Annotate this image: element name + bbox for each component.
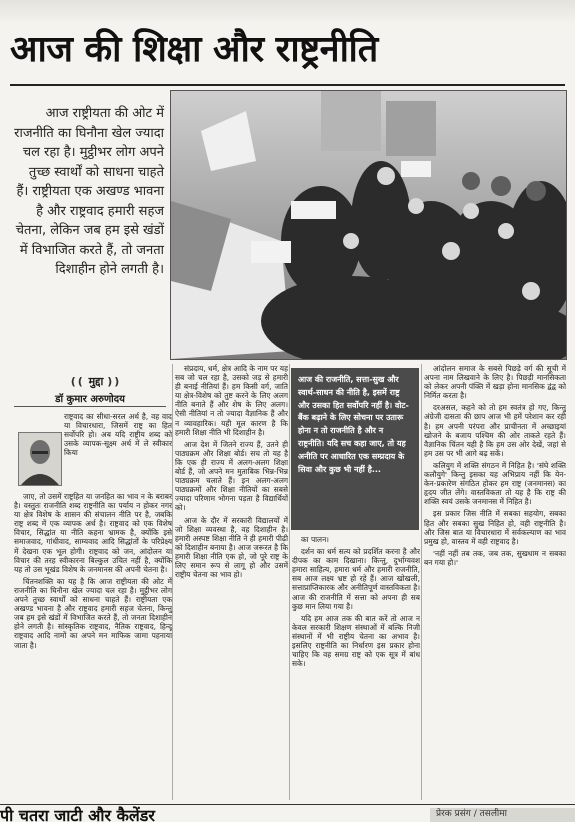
pull-quote: आज राष्ट्रीयता की ओट में राजनीति का घिनौना खेल ज्यादा चल रहा है। मुट्ठीभर लोग अपने तुच्छ स्वार्थों को साधना चाहते हैं। राष्ट्रीयता एक अखण्ड भावना है और राष्ट्रवाद हमारी सहज चेतना, लेकिन जब हम इसे खंडों में विभाजित करते हैं, तो जनता दिशाहीन होने लगती है। <box>14 106 164 277</box>
article-column-3 <box>292 535 420 800</box>
section-label-deco-right: )) <box>107 375 122 388</box>
paragraph: आज देश में जितने राज्य हैं, उतने ही पाठ्यक्रम और शिक्षा बोर्ड। सच तो यह है कि एक ही राज्य में अलग-अलग शिक्षा बोर्ड हैं, जो अपने मन मुताबिक भिन्न-भिन्न पाठ्यक्रम चलाते हैं। इन अलग-अलग पाठ्यक्रमों और शिक्षा नीतियों का सबसे ज्यादा परिणाम भोगना पड़ता है विद्यार्थियों को। <box>175 439 288 513</box>
protest-photo-graphic <box>171 91 566 359</box>
footer-rule <box>0 804 575 805</box>
author-portrait-graphic <box>19 433 61 485</box>
paragraph: कलियुग में शक्ति संगठन में निहित है। 'संघे शक्ति कलौयुगे' किन्तु इसका यह अभिप्राय नहीं कि येन-केन-प्रकारेण संगठित होकर हम राष्ट्र (जनमानस) का हृदय जीत लेंगे। वास्तविकता तो यह है कि राष्ट्र की शक्ति स्वयं उसके जनमानस में निहित है। <box>424 460 566 507</box>
column-divider <box>421 364 422 800</box>
section-label-text: मुद्दा <box>88 375 104 388</box>
headline-rule <box>10 84 565 86</box>
column-divider <box>289 364 290 800</box>
paragraph: आज के दौर में सरकारी विद्यालयों में जो शिक्षा व्यवस्था है, वह दिशाहीन है। हमारी अस्पष्ट शिक्षा नीति ने ही हमारी पीढ़ी को दिशाहीन बनाया है। आज जरूरत है कि हमारी शिक्षा नीति एक हो, जो पूरे राष्ट्र के लिए समान रूप से लागू हो और उसमें राष्ट्रीय चेतना का भाव हो। <box>175 515 288 580</box>
paragraph: 'नहीं नहीं तब तक, जब तक, सुखधाम न सबका बन गया हो।' <box>424 548 566 567</box>
paragraph: जाए, तो उसमें राष्ट्रहित या जनहित का भाव न के बराबर है। वस्तुतः राजनीति शब्द राष्ट्रनीति का पर्याय न होकर नगर या क्षेत्र विशेष के शासन की संचालन नीति पर है, जबकि राष्ट्र शब्द में एक व्यापक अर्थ है। राष्ट्रवाद को एक विशेष विचार, सिद्धांत या नीति कहना भ्रामक है, क्योंकि इसे समाजवाद, गांधीवाद, साम्यवाद आदि सिद्धांतों के परिप्रेक्ष्य में देखना एक भूल होगी। राष्ट्रवाद को जन, आंदोलन या विचार की तरह स्वीकारना बिल्कुल उचित नहीं है, क्योंकि यह तो उस भूखंड विशेष के जनमानस की अपनी चेतना है। <box>14 492 172 574</box>
paragraph: इस प्रकार जिस नीति में सबका सहयोग, सबका हित और सबका सुख निहित हो, वही राष्ट्रनीति है। और जिस बात या विचारधारा में सर्वकल्याण का भाव प्रमुख हो, वास्तव में वही राष्ट्रवाद है। <box>424 509 566 546</box>
paragraph: दर्शन का धर्म सत्य को प्रदर्शित करना है और दीपक का काम दिखाना। किन्तु, दुर्भाग्यवश हमारा साहित्य, हमारा धर्म और हमारी राजनीति, सब आज लक्ष्य भ्रष्ट हो रहे हैं। आज खोखली, सत्ताप्राप्तिकारक और अनीतिपूर्ण वास्तविकता है। आज की राजनीति में सत्ता को अपना ही सब कुछ मान लिया गया है। <box>292 547 420 611</box>
byline-rule <box>14 406 166 407</box>
highlight-quote-box: आज की राजनीति, सत्ता-सुख और स्वार्थ-साधन की नीति है, इसमें राष्ट्र और उसका हित सर्वोपरि नहीं है। वोट-बैंक बढ़ाने के लिए सोचना पर उतारू होना न तो राजनीति है और न राष्ट्रनीति। यदि सच कहा जाए, तो यह अनीति पर आधारित एक सम्प्रदाय के सिवा और कुछ भी नहीं है... <box>291 368 419 530</box>
section-label-deco-left: (( <box>70 375 85 388</box>
paragraph: संप्रदाय, धर्म, क्षेत्र आदि के नाम पर यह सब जो चल रहा है, उसको जड़ से हमारी ही बनाई नीतियां हैं। हम किसी वर्ग, जाति या क्षेत्र-विशेष को तुष्ट करने के लिए अलग नीति बनाते हैं और शेष के लिए अलग। ऐसी नीतियां न तो ज्यादा वैज्ञानिक हैं और न व्यावहारिक। यही मूल कारण है कि हमारी शिक्षा नीति भी दिशाहीन है। <box>175 364 288 437</box>
next-article-headline: पी चतरा जाटी और कैलेंडर <box>0 806 155 822</box>
article-column-4 <box>424 364 566 800</box>
paragraph: चिंतनशक्ति का यह है कि आज राष्ट्रीयता की ओट में राजनीति का घिनौना खेल ज्यादा चल रहा है। मुट्ठीभर लोग अपने तुच्छ स्वार्थों को साधना चाहते हैं। राष्ट्रीयता एक अखण्ड भावना है और राष्ट्रवाद हमारी सहज चेतना, किन्तु जब हम इसे खंडों में विभाजित करते हैं, तो जनता दिशाहीन होने लगती है। सांस्कृतिक राष्ट्रवाद, नैतिक राष्ट्रवाद, हिन्दू राष्ट्रवाद आदि नामों का अपने मन माफिक जामा पहनाया जाता है। <box>14 576 172 650</box>
page-headline: आज की शिक्षा और राष्ट्रनीति <box>10 29 378 70</box>
author-byline: डॉ कुमार अरुणोदय <box>55 394 125 405</box>
paragraph: का पालन। <box>301 535 329 544</box>
article-column-1-body <box>14 492 172 653</box>
section-label <box>46 374 146 389</box>
protest-photo <box>170 90 567 360</box>
author-photo <box>18 432 62 486</box>
paragraph: आंदोलन समाज के सबसे पिछड़े वर्ग की सूची में अपना नाम लिखवाने के लिए है। पिछड़ी मानसिकता को लेकर अपनी पंक्ति में खड़ा होना मानसिक द्वंद्व को निर्मित करता है। <box>424 364 566 401</box>
paragraph: दरअसल, कहने को तो हम स्वतंत्र हो गए, किन्तु अंग्रेजी दासता की छाप आज भी हमें परेशान कर रही है। हम अपनी परंपरा और प्राचीनता में अच्छाइयां खोजने के बजाय पश्चिम की ओर ताकते रहते हैं। वैज्ञानिक चिंतन यही है कि हम उस ओर देखें, जहां से हम उस पर भी आगे बढ़ सकें। <box>424 403 566 458</box>
article-intro: राष्ट्रवाद का सीधा-सरल अर्थ है, वह वाद या विचारधारा, जिसमें राष्ट्र का हित सर्वोपरि हो। अब यदि राष्ट्रीय शब्द को उसके व्यापक-सूक्ष्म अर्थ में ले स्वीकार किया <box>64 412 172 458</box>
next-section-label: प्रेरक प्रसंग / तसलीमा <box>430 808 575 822</box>
article-column-2 <box>175 364 288 800</box>
paragraph: यदि हम आज तक की बात करें तो आज न केवल सरकारी शिक्षण संस्थाओं में बल्कि निजी संस्थानों में भी राष्ट्रीय चेतना का अभाव है। इसलिए राष्ट्रनीति का निर्धारण इस प्रकार होना चाहिए कि वह समग्र राष्ट्र को एक सूत्र में बांध सके। <box>292 613 420 669</box>
column-divider <box>172 364 173 800</box>
page-top-strip <box>0 0 575 24</box>
